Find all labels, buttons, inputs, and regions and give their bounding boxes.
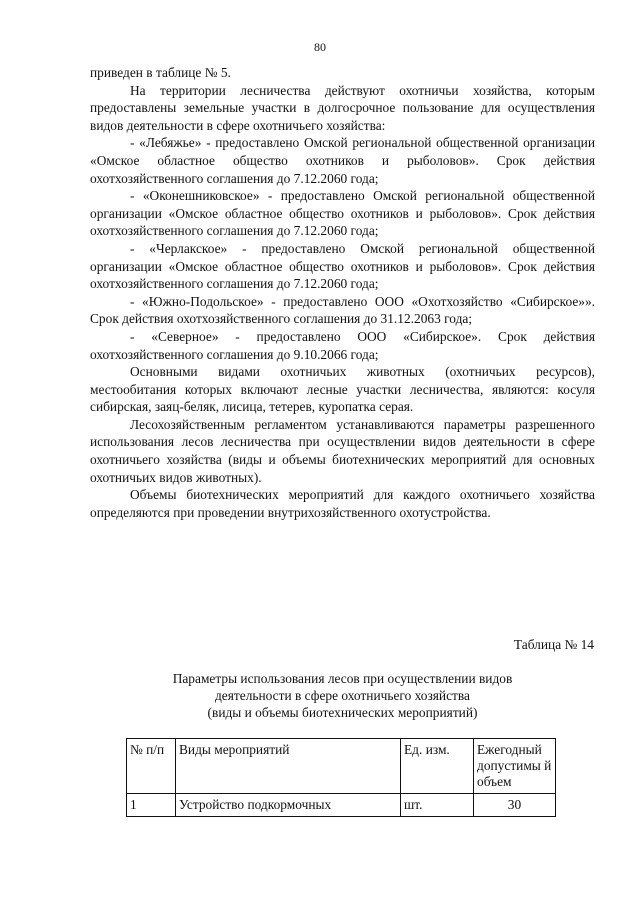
- table-row: [127, 794, 556, 817]
- header-cell-volume: Ежегодный допустимы й объем: [474, 739, 556, 794]
- activities-table: [126, 738, 556, 817]
- paragraph: Основными видами охотничьих животных (охотничьих ресурсов), местообитания которых включают лесные участки лесничества, являются: косуля сибирская, заяц-беляк, лисица, тетерев, куропатка серая.: [90, 364, 595, 415]
- paragraph: приведен в таблице № 5.: [90, 65, 231, 80]
- cell-number: 1: [127, 794, 176, 817]
- cell-activity: Устройство подкормочных: [176, 794, 401, 817]
- cell-unit: шт.: [401, 794, 474, 817]
- paragraph: - «Северное» - предоставлено ООО «Сибирское». Срок действия охотхозяйственного соглашения до 9.10.2066 года;: [90, 328, 595, 362]
- table-title-line: Параметры использования лесов при осуществлении видов: [172, 671, 513, 686]
- paragraph: Лесохозяйственным регламентом устанавливаются параметры разрешенного использования лесов лесничества при осуществлении видов деятельности в сфере охотничьего хозяйства (виды и объемы биотехнических мероприятий для основных охотничьих видов животных).: [90, 416, 595, 485]
- paragraph: - «Черлакское» - предоставлено Омской региональной общественной организации «Омское областное общество охотников и рыболовов». Срок действия охотхозяйственного соглашения до 7.12.2060 года;: [90, 240, 595, 292]
- paragraph: Объемы биотехнических мероприятий для каждого охотничьего хозяйства определяются при проведении внутрихозяйственного охотустройства.: [90, 487, 595, 520]
- body-text: [90, 64, 595, 521]
- header-cell-unit: Ед. изм.: [401, 739, 474, 794]
- table-header-row: [127, 739, 556, 794]
- table-title-line: (виды и объемы биотехнических мероприятий): [207, 705, 478, 720]
- header-cell-number: № п/п: [127, 739, 176, 794]
- paragraph: - «Южно-Подольское» - предоставлено ООО «Охотхозяйство «Сибирское»». Срок действия охотхозяйственного соглашения до 31.12.2063 года;: [90, 293, 595, 327]
- header-cell-activity: Виды мероприятий: [176, 739, 401, 794]
- table-title: [90, 670, 595, 721]
- paragraph: - «Лебяжье» - предоставлено Омской региональной общественной организации «Омское областное общество охотников и рыболовов». Срок действия охотхозяйственного соглашения до 7.12.2060 года;: [90, 135, 595, 186]
- cell-volume: 30: [474, 794, 556, 817]
- table-title-line: деятельности в сфере охотничьего хозяйства: [214, 688, 470, 703]
- paragraph: На территории лесничества действуют охотничьи хозяйства, которым предоставлены земельные участки в долгосрочное пользование для осуществления видов деятельности в сфере охотничьего хозяйства:: [90, 82, 595, 133]
- paragraph: - «Оконешниковское» - предоставлено Омской региональной общественной организации «Омское областное общество охотников и рыболовов». Срок действия охотхозяйственного соглашения до 7.12.2060 года;: [90, 188, 595, 239]
- table-label: Таблица № 14: [513, 637, 594, 652]
- page-number: 80: [314, 40, 326, 54]
